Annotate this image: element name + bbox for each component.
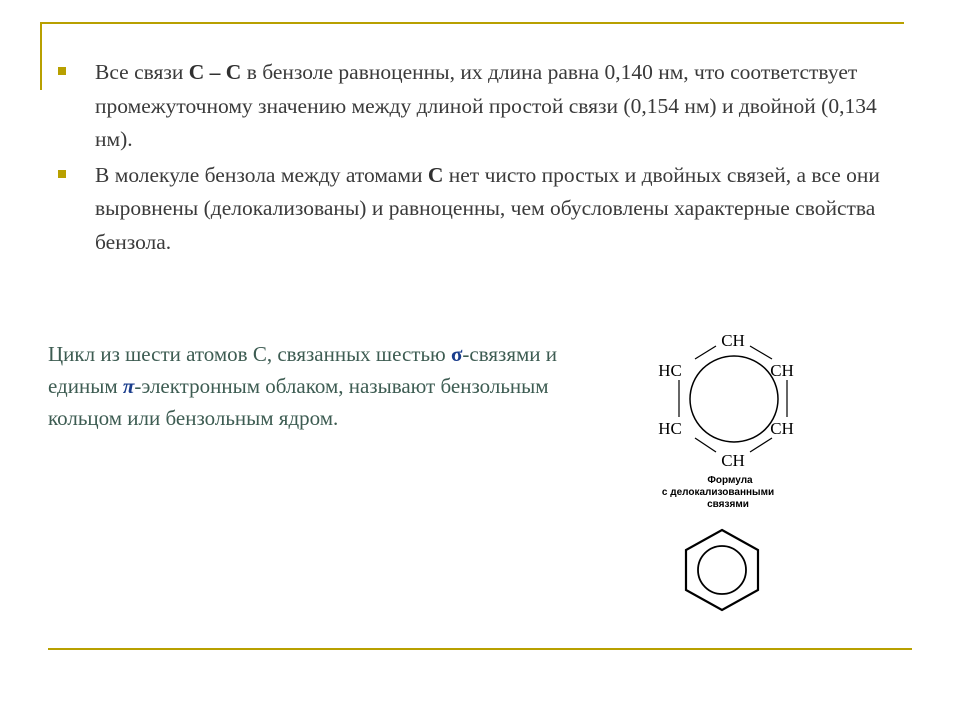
atom-label: CH bbox=[770, 361, 794, 380]
pi-symbol: π bbox=[122, 374, 135, 398]
inner-circle bbox=[698, 546, 746, 594]
bottom-rule bbox=[48, 648, 912, 650]
bullet-bold: С – С bbox=[188, 60, 242, 84]
bullet-text: В молекуле бензола между атомами bbox=[95, 162, 428, 187]
bond bbox=[695, 438, 716, 452]
atom-label: CH bbox=[770, 419, 794, 438]
definition-text: -связями и единым bbox=[48, 342, 557, 398]
bond bbox=[695, 346, 716, 359]
atom-label: HC bbox=[658, 419, 682, 438]
atom-label: HC bbox=[658, 361, 682, 380]
bond bbox=[750, 438, 772, 452]
bond bbox=[750, 346, 772, 359]
atom-label: CH bbox=[721, 331, 745, 350]
bullet-text: в бензоле равноценны, их длина равна 0,140 нм, что соответствует промежуточному значению между длиной простой связи (0,154 нм) и двойной (0,134 нм). bbox=[95, 60, 877, 151]
caption-line: Формула bbox=[707, 475, 753, 486]
formula-caption bbox=[662, 475, 774, 510]
benzene-structural-formula bbox=[658, 331, 794, 470]
caption-line: связями bbox=[707, 499, 749, 510]
hexagon bbox=[686, 530, 758, 610]
sigma-symbol: σ bbox=[450, 342, 463, 366]
caption-line: с делокализованными bbox=[661, 487, 775, 498]
definition-text: -электронным облаком, называют бензольным кольцом или бензольным ядром. bbox=[48, 374, 549, 430]
bullet-bold: С bbox=[427, 162, 444, 187]
benzene-skeletal-formula bbox=[686, 530, 758, 610]
bullet-text: нет чисто простых и двойных связей, а все они выровнены (делокализованы) и равноценны, чем обусловлены характерные свойства бензола. bbox=[95, 162, 880, 254]
atom-label: CH bbox=[721, 451, 745, 470]
bullet-text: Все связи bbox=[95, 60, 189, 84]
pi-cloud-circle bbox=[690, 356, 778, 442]
definition-text: Цикл из шести атомов С, связанных шестью bbox=[48, 342, 451, 366]
